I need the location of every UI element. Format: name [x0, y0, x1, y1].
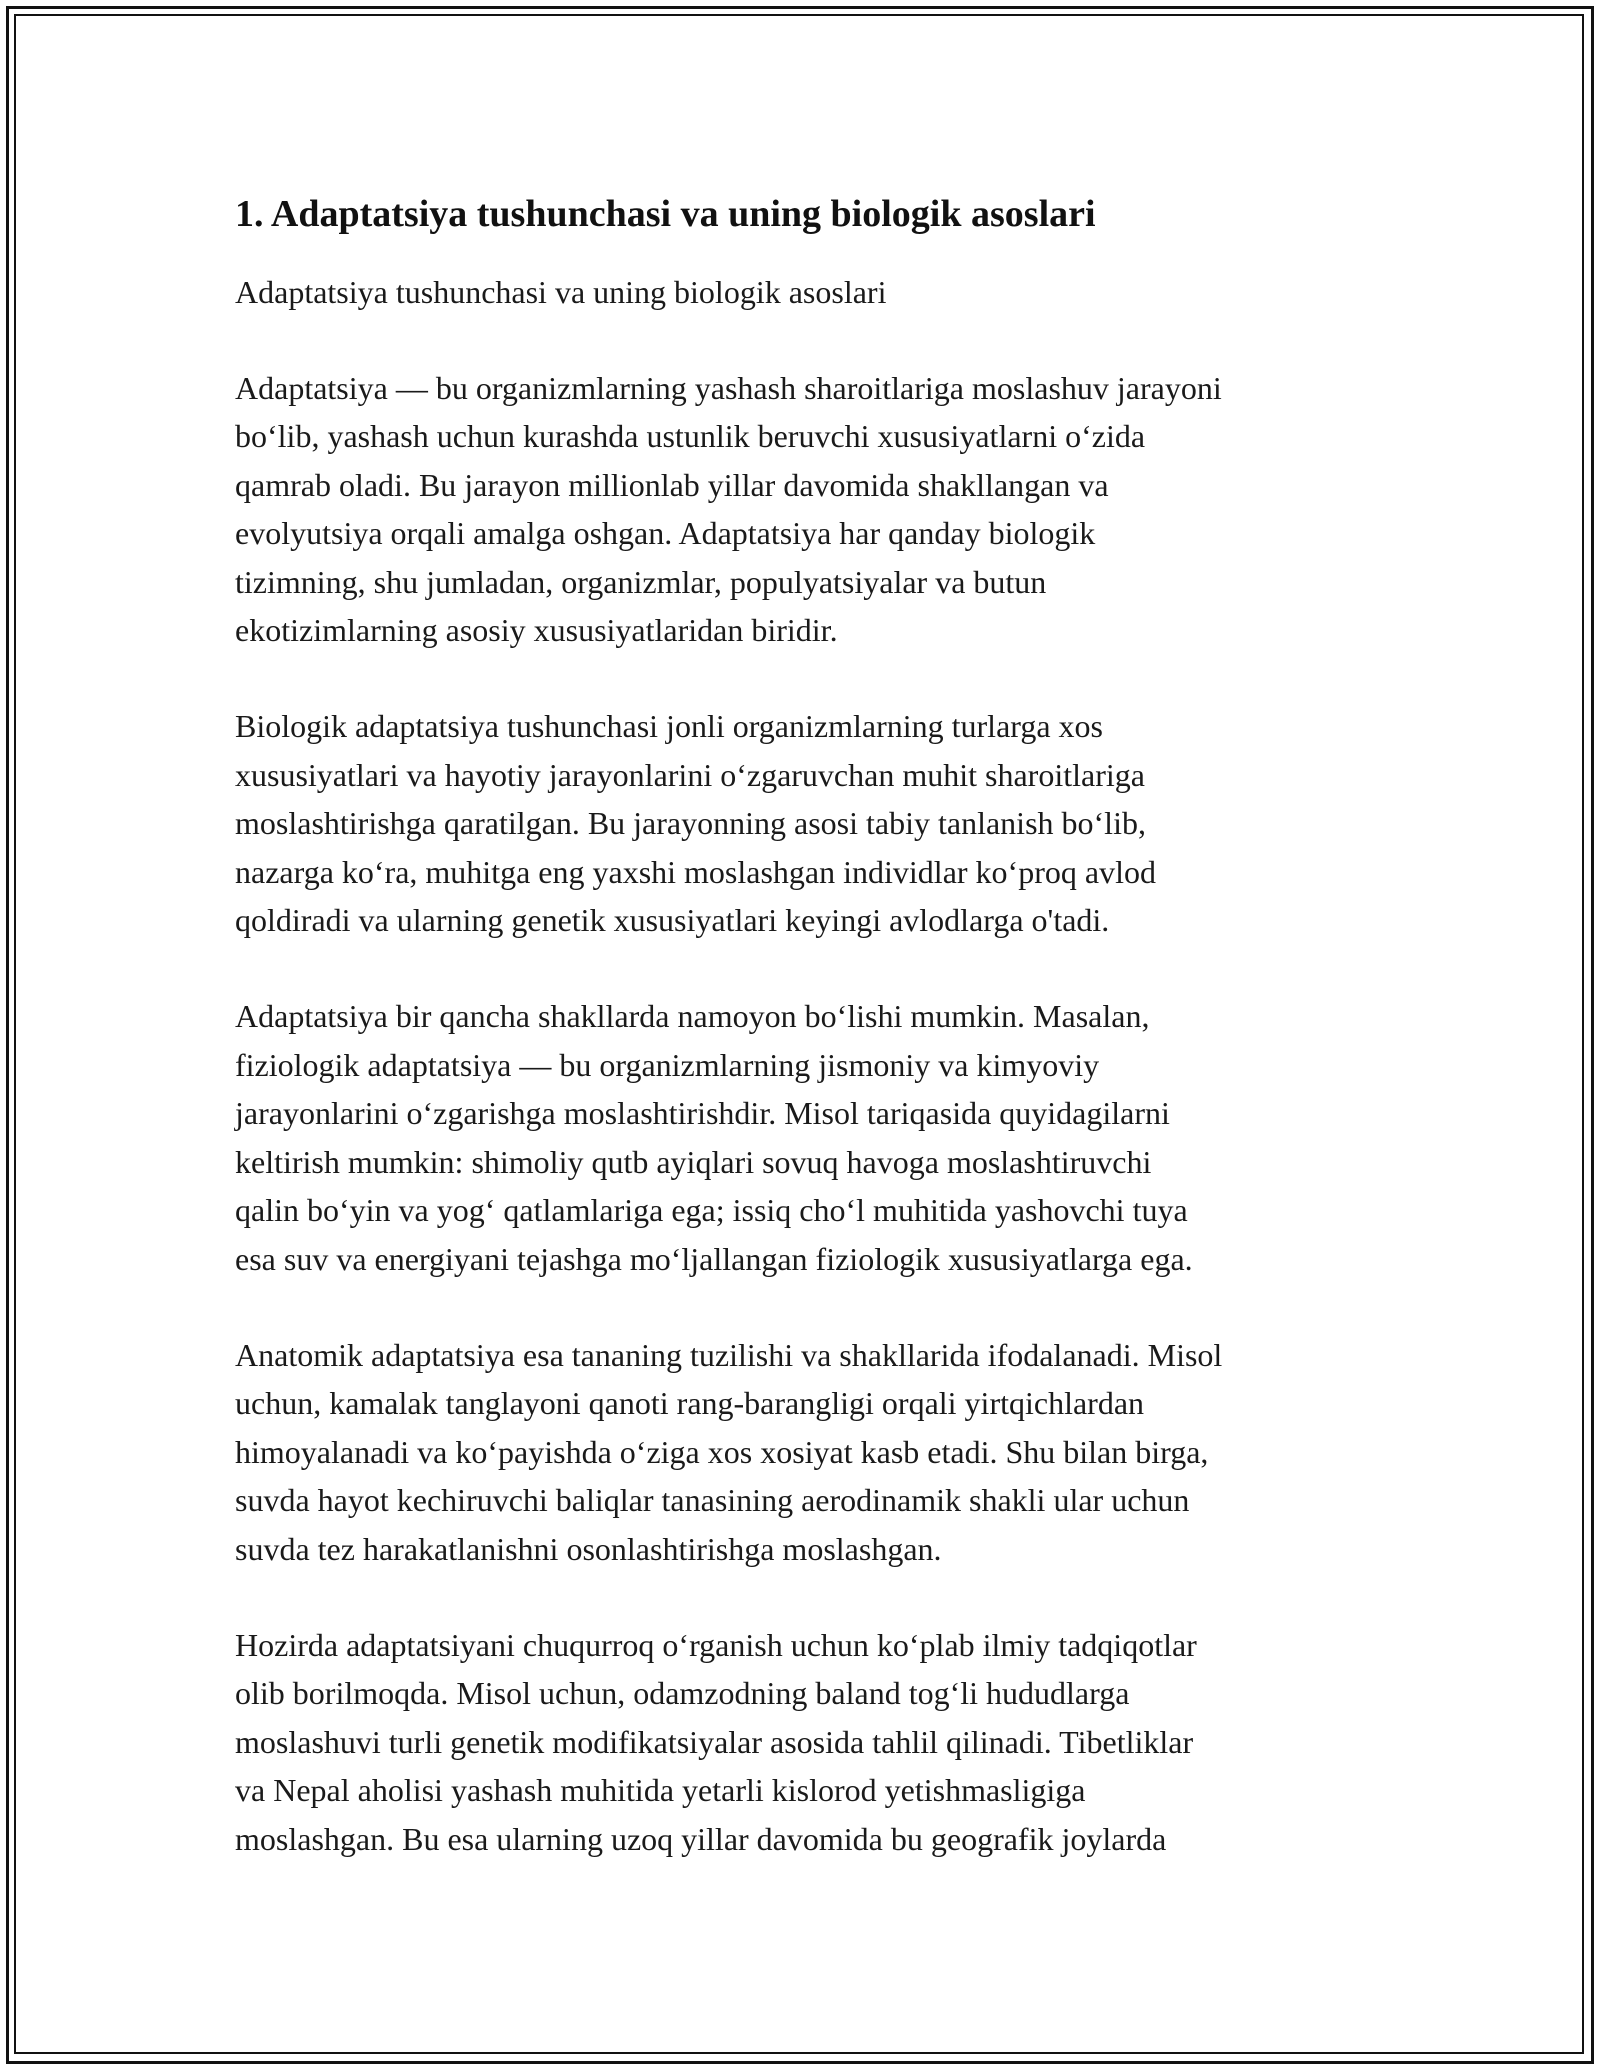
- paragraph-line: Biologik adaptatsiya tushunchasi jonli organizmlarning turlarga xos: [235, 708, 1103, 745]
- paragraph-line: jarayonlarini o‘zgarishga moslashtirishdir. Misol tariqasida quyidagilarni: [235, 1095, 1170, 1132]
- paragraph-line: ekotizimlarning asosiy xususiyatlaridan biridir.: [235, 612, 838, 649]
- paragraph-line: tizimning, shu jumladan, organizmlar, populyatsiyalar va butun: [235, 563, 1047, 600]
- paragraph-line: Adaptatsiya bir qancha shakllarda namoyon bo‘lishi mumkin. Masalan,: [235, 998, 1150, 1035]
- paragraph-line: qamrab oladi. Bu jarayon millionlab yillar davomida shakllangan va: [235, 466, 1109, 503]
- paragraph-line: keltirish mumkin: shimoliy qutb ayiqlari sovuq havoga moslashtiruvchi: [235, 1143, 1152, 1180]
- paragraph-line: evolyutsiya orqali amalga oshgan. Adaptatsiya har qanday biologik: [235, 515, 1096, 552]
- paragraphs-container: [235, 364, 1375, 1863]
- paragraph-line: va Nepal aholisi yashash muhitida yetarli kislorod yetishmasligiga: [235, 1772, 1086, 1809]
- paragraph-line: esa suv va energiyani tejashga mo‘ljallangan fiziologik xususiyatlarga ega.: [235, 1240, 1193, 1277]
- paragraph-line: moslashgan. Bu esa ularning uzoq yillar davomida bu geografik joylarda: [235, 1820, 1167, 1857]
- paragraph-line: uchun, kamalak tanglayoni qanoti rang-barangligi orqali yirtqichlardan: [235, 1385, 1145, 1422]
- paragraph-line: Adaptatsiya — bu organizmlarning yashash sharoitlariga moslashuv jarayoni: [235, 370, 1222, 406]
- paragraph-line: bo‘lib, yashash uchun kurashda ustunlik beruvchi xususiyatlarni o‘zida: [235, 418, 1146, 455]
- paragraph-line: qoldiradi va ularning genetik xususiyatlari keyingi avlodlarga o'tadi.: [235, 902, 1110, 939]
- paragraph-line: fiziologik adaptatsiya — bu organizmlarning jismoniy va kimyoviy: [235, 1046, 1100, 1083]
- body-paragraph: [235, 1331, 1375, 1573]
- document-body: [235, 190, 1375, 1863]
- paragraph-line: suvda tez harakatlanishni osonlashtirishga moslashgan.: [235, 1530, 942, 1567]
- paragraph-line: moslashuvi turli genetik modifikatsiyalar asosida tahlil qilinadi. Tibetliklar: [235, 1723, 1194, 1760]
- section-subtitle: Adaptatsiya tushunchasi va uning biologik asoslari: [235, 274, 887, 310]
- body-paragraph: [235, 364, 1375, 654]
- body-paragraph: [235, 1621, 1375, 1863]
- paragraph-line: nazarga ko‘ra, muhitga eng yaxshi moslashgan individlar ko‘proq avlod: [235, 853, 1156, 890]
- paragraph-line: moslashtirishga qaratilgan. Bu jarayonning asosi tabiy tanlanish bo‘lib,: [235, 805, 1146, 842]
- paragraph-line: qalin bo‘yin va yog‘ qatlamlariga ega; issiq cho‘l muhitida yashovchi tuya: [235, 1192, 1188, 1229]
- paragraph-line: himoyalanadi va ko‘payishda o‘ziga xos xosiyat kasb etadi. Shu bilan birga,: [235, 1433, 1209, 1470]
- paragraph-line: Anatomik adaptatsiya esa tananing tuzilishi va shakllarida ifodalanadi. Misol: [235, 1336, 1223, 1373]
- paragraph-line: xususiyatlari va hayotiy jarayonlarini o‘zgaruvchan muhit sharoitlariga: [235, 756, 1145, 793]
- paragraph-line: suvda hayot kechiruvchi baliqlar tanasining aerodinamik shakli ular uchun: [235, 1482, 1190, 1519]
- body-paragraph: [235, 702, 1375, 944]
- paragraph-line: olib borilmoqda. Misol uchun, odamzodning baland tog‘li hududlarga: [235, 1675, 1130, 1712]
- section-heading: 1. Adaptatsiya tushunchasi va uning biologik asoslari: [235, 193, 1096, 235]
- paragraph-line: Hozirda adaptatsiyani chuqurroq o‘rganish uchun ko‘plab ilmiy tadqiqotlar: [235, 1626, 1197, 1663]
- body-paragraph: [235, 992, 1375, 1282]
